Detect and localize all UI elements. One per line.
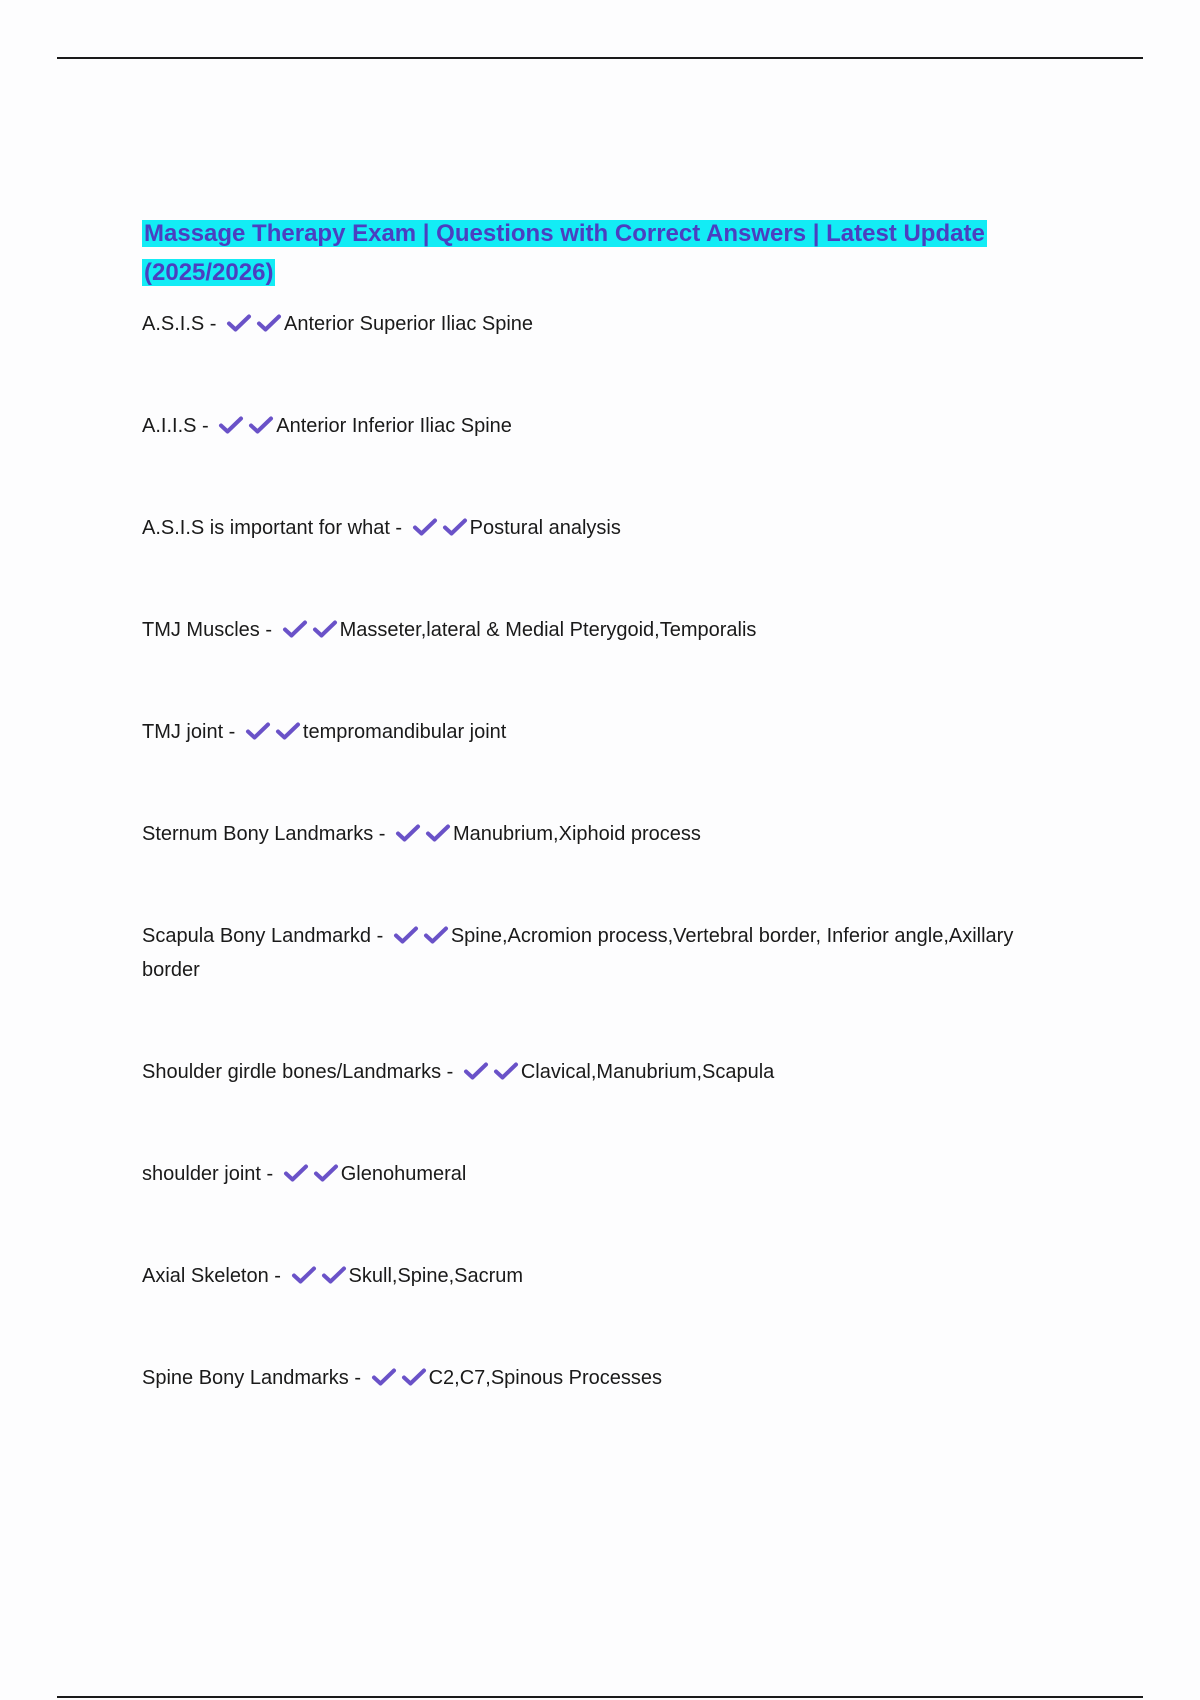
check-pair: [222, 307, 282, 341]
question-text: TMJ joint: [142, 721, 224, 743]
question-text: A.I.I.S: [142, 415, 197, 437]
checkmark-icon: [282, 619, 308, 639]
check-pair: [214, 409, 274, 443]
check-pair: [278, 613, 338, 647]
answer-text: Glenohumeral: [340, 1163, 467, 1185]
document-body: [142, 214, 1022, 1463]
check-pair: [459, 1055, 519, 1089]
checkmark-icon: [395, 823, 421, 843]
separator: -: [348, 1367, 367, 1389]
checkmark-icon: [412, 517, 438, 537]
qa-item: [142, 1259, 1022, 1293]
check-pair: [389, 919, 449, 953]
checkmark-icon: [256, 313, 282, 333]
answer-text: C2,C7,Spinous Processes: [428, 1367, 663, 1389]
answer-text: Masseter,lateral & Medial Pterygoid,Temporalis: [339, 619, 757, 641]
document-title-text: Massage Therapy Exam | Questions with Correct Answers | Latest Update (2025/2026): [144, 220, 985, 286]
qa-list: [142, 307, 1022, 1395]
question-text: Spine Bony Landmarks: [142, 1367, 349, 1389]
check-pair: [408, 511, 468, 545]
separator: -: [259, 619, 278, 641]
answer-text: Postural analysis: [469, 517, 621, 539]
answer-text: Manubrium,Xiphoid process: [453, 823, 701, 845]
separator: -: [389, 517, 408, 539]
checkmark-icon: [493, 1061, 519, 1081]
qa-item: [142, 715, 1022, 749]
answer-text: Skull,Spine,Sacrum: [348, 1265, 524, 1287]
checkmark-icon: [425, 823, 451, 843]
checkmark-icon: [291, 1265, 317, 1285]
checkmark-icon: [393, 925, 419, 945]
separator: -: [373, 823, 392, 845]
answer-text: Clavical,Manubrium,Scapula: [520, 1061, 775, 1083]
checkmark-icon: [423, 925, 449, 945]
question-text: TMJ Muscles: [142, 619, 260, 641]
answer-text: Anterior Inferior Iliac Spine: [276, 415, 512, 437]
qa-item: [142, 1055, 1022, 1089]
question-text: Axial Skeleton: [142, 1265, 269, 1287]
checkmark-icon: [463, 1061, 489, 1081]
separator: -: [204, 313, 223, 335]
answer-text: Spine,Acromion process,Vertebral border, Inferior angle,Axillary border: [142, 925, 1014, 981]
question-text: A.S.I.S is important for what: [142, 517, 390, 539]
separator: -: [223, 721, 241, 743]
checkmark-icon: [313, 1163, 339, 1183]
check-pair: [287, 1259, 347, 1293]
checkmark-icon: [283, 1163, 309, 1183]
check-pair: [279, 1157, 339, 1191]
separator: -: [268, 1265, 287, 1287]
bottom-rule: [57, 1696, 1143, 1698]
question-text: A.S.I.S: [142, 313, 205, 335]
check-pair: [391, 817, 451, 851]
qa-item: [142, 817, 1022, 851]
separator: -: [260, 1163, 279, 1185]
separator: -: [441, 1061, 459, 1083]
question-text: shoulder joint: [142, 1163, 261, 1185]
qa-item: [142, 409, 1022, 443]
checkmark-icon: [248, 415, 274, 435]
checkmark-icon: [442, 517, 468, 537]
question-text: Shoulder girdle bones/Landmarks: [142, 1061, 442, 1083]
answer-text: Anterior Superior Iliac Spine: [284, 313, 534, 335]
check-pair: [367, 1361, 427, 1395]
qa-item: [142, 511, 1022, 545]
checkmark-icon: [218, 415, 244, 435]
question-text: Sternum Bony Landmarks: [142, 823, 374, 845]
separator: -: [371, 925, 389, 947]
qa-item: [142, 307, 1022, 341]
qa-item: [142, 1361, 1022, 1395]
checkmark-icon: [321, 1265, 347, 1285]
check-pair: [241, 715, 301, 749]
checkmark-icon: [401, 1367, 427, 1387]
checkmark-icon: [275, 721, 301, 741]
checkmark-icon: [371, 1367, 397, 1387]
checkmark-icon: [226, 313, 252, 333]
top-rule: [57, 57, 1143, 59]
qa-item: [142, 1157, 1022, 1191]
qa-item: [142, 613, 1022, 647]
question-text: Scapula Bony Landmarkd: [142, 925, 372, 947]
answer-text: tempromandibular joint: [302, 721, 507, 743]
qa-item: [142, 919, 1022, 987]
checkmark-icon: [312, 619, 338, 639]
separator: -: [196, 415, 215, 437]
document-title: [142, 214, 1022, 292]
checkmark-icon: [245, 721, 271, 741]
